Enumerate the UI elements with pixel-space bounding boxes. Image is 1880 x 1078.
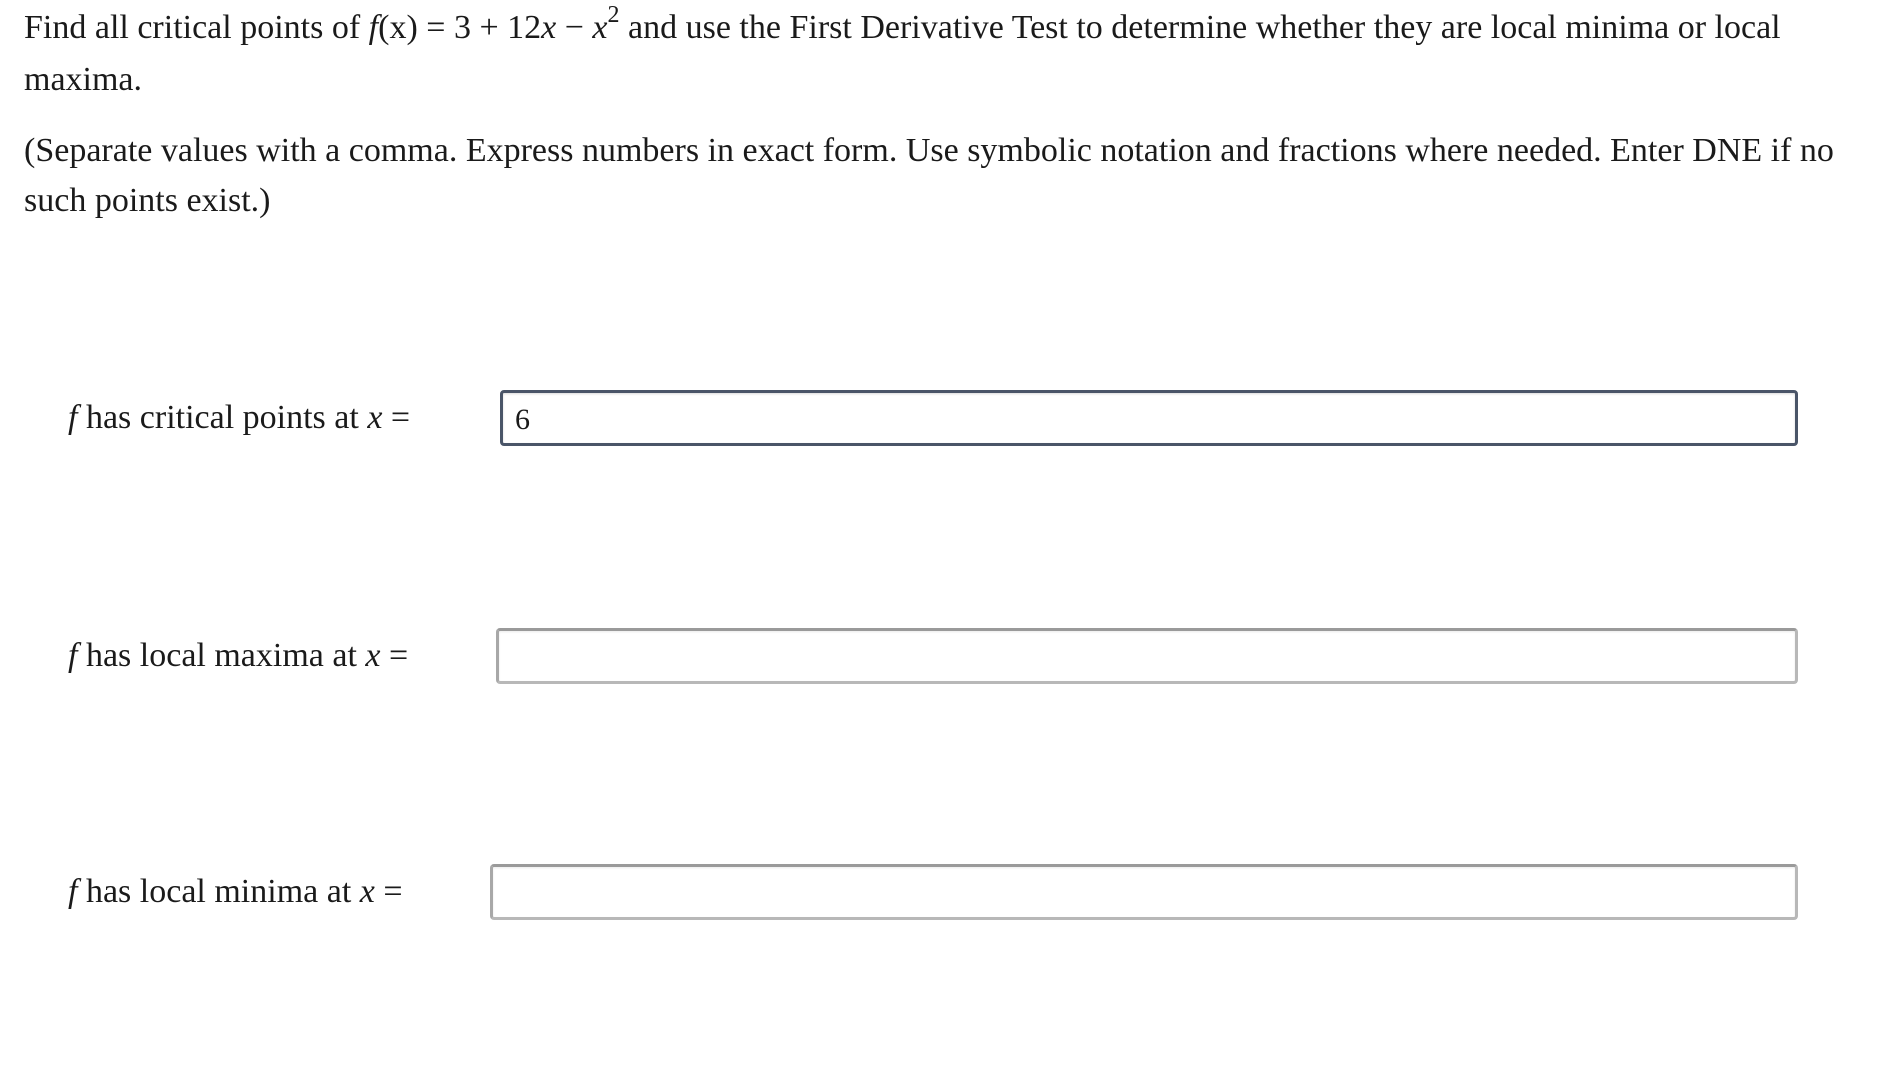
local-maxima-input[interactable] [496,628,1798,684]
local-minima-f: f [68,873,78,910]
function-minus: − [556,9,593,46]
function-name: f [368,9,379,46]
critical-points-x: x [367,399,383,436]
answer-row-critical-points [0,390,1880,450]
problem-rest: and use the First Derivative Test to determine whether they are local minima or local maxima. [24,9,1781,98]
problem-instructions: (Separate values with a comma. Express numbers in exact form. Use symbolic notation and fractions where needed. Enter DNE if no such points exist.) [24,132,1834,219]
local-minima-eq: = [374,873,403,910]
critical-points-label [68,396,410,440]
problem-intro: Find all critical points of [24,9,361,46]
function-expression [368,1,620,46]
local-minima-text: has local minima at [77,873,360,910]
critical-points-text: has critical points at [77,399,368,436]
local-minima-x: x [359,873,375,910]
function-x-term: x [541,9,557,46]
critical-points-input[interactable] [500,390,1798,446]
local-minima-label [68,870,403,914]
critical-points-eq: = [382,399,411,436]
critical-points-f: f [68,399,78,436]
local-maxima-eq: = [380,637,409,674]
local-maxima-x: x [365,637,381,674]
answer-row-local-maxima [0,628,1880,688]
problem-question [24,2,1874,106]
problem-statement [24,2,1874,226]
function-equals: = 3 + 12 [417,9,542,46]
function-exponent: 2 [607,1,620,28]
function-x-squared: x [592,9,608,46]
local-maxima-label [68,634,408,678]
local-maxima-f: f [68,637,78,674]
local-maxima-text: has local maxima at [77,637,366,674]
local-minima-input[interactable] [490,864,1798,920]
answer-row-local-minima [0,864,1880,924]
function-arg: (x) [378,9,418,46]
